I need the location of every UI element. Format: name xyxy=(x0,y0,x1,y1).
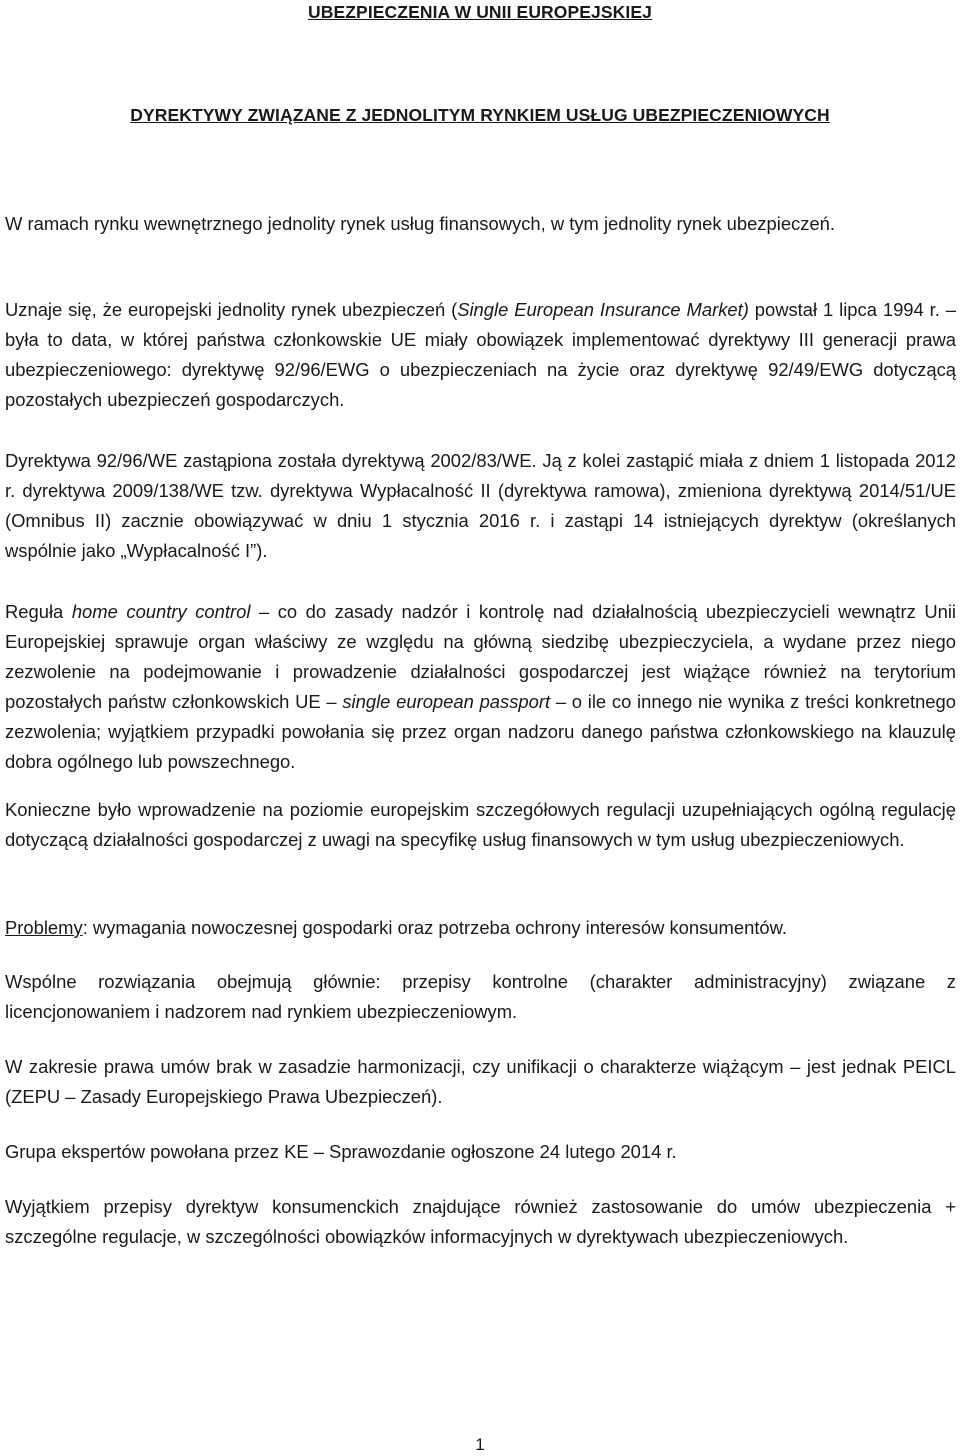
italic-term: Single European Insurance Market) xyxy=(457,299,749,320)
text-span: Reguła xyxy=(5,601,72,622)
paragraph-common-solutions: Wspólne rozwiązania obejmują głównie: przepisy kontrolne (charakter administracyjny) związane z licencjonowaniem i nadzorem nad rynkiem ubezpieczeniowym. xyxy=(5,971,956,1022)
paragraph-problems xyxy=(5,913,956,943)
paragraph-single-market xyxy=(5,295,956,415)
paragraph-home-country-control xyxy=(5,597,956,777)
paragraph-contract-law: W zakresie prawa umów brak w zasadzie harmonizacji, czy unifikacji o charakterze wiążącym – jest jednak PEICL (ZEPU – Zasady Europejskiego Prawa Ubezpieczeń). xyxy=(5,1056,956,1107)
paragraph-directives: Dyrektywa 92/96/WE zastąpiona została dyrektywą 2002/83/WE. Ją z kolei zastąpić miała z dniem 1 listopada 2012 r. dyrektywa 2009/138/WE tzw. dyrektywa Wypłacalność II (dyrektywa ramowa), zmieniona dyrektywą 2014/51/UE (Omnibus II) zacznie obowiązywać w dniu 1 stycznia 2016 r. i zastąpi 14 istniejących dyrektyw (określanych wspólnie jako „Wypłacalność I”). xyxy=(5,450,956,561)
section-heading: DYREKTYWY ZWIĄZANE Z JEDNOLITYM RYNKIEM USŁUG UBEZPIECZENIOWYCH xyxy=(130,105,830,125)
paragraph-regulations: Konieczne było wprowadzenie na poziomie europejskim szczegółowych regulacji uzupełniających ogólną regulację dotyczącą działalności gospodarczej z uwagi na specyfikę usług finansowych w tym usług ubezpieczeniowych. xyxy=(5,799,956,850)
page-number: 1 xyxy=(475,1435,485,1454)
document-title: UBEZPIECZENIA W UNII EUROPEJSKIEJ xyxy=(308,2,652,22)
text-span: : wymagania nowoczesnej gospodarki oraz potrzeba ochrony interesów konsumentów. xyxy=(82,917,788,938)
italic-term: home country control xyxy=(71,601,251,622)
paragraph-expert-group: Grupa ekspertów powołana przez KE – Sprawozdanie ogłoszone 24 lutego 2014 r. xyxy=(5,1141,677,1162)
text-span: Uznaje się, że europejski jednolity rynek ubezpieczeń ( xyxy=(5,299,458,320)
problems-label: Problemy xyxy=(5,917,83,938)
text-span: – o ile co innego nie wynika z treści konkretnego zezwolenia; wyjątkiem przypadki powołania się przez organ nadzoru danego państwa członkowskiego na klauzulę dobra ogólnego lub powszechnego. xyxy=(5,691,956,772)
italic-term: single european passport xyxy=(342,691,551,712)
text-span: powstał 1 lipca 1994 r. – była to data, w której państwa członkowskie UE miały obowiązek implementować dyrektywy III generacji prawa ubezpieczeniowego: dyrektywę 92/96/EWG o ubezpieczeniach na życie oraz dyrektywę 92/49/EWG dotyczącą pozostałych ubezpieczeń gospodarczych. xyxy=(5,299,956,410)
text-span: – co do zasady nadzór i kontrolę nad działalnością ubezpieczycieli wewnątrz Unii Europejskiej sprawuje organ właściwy ze względu na główną siedzibę ubezpieczyciela, a wydane przez niego zezwolenie na podejmowanie i prowadzenie działalności gospodarczej jest wiążące również na terytorium pozostałych państw członkowskich UE – xyxy=(5,601,957,712)
paragraph-internal-market: W ramach rynku wewnętrznego jednolity rynek usług finansowych, w tym jednolity rynek ubezpieczeń. xyxy=(5,213,836,234)
paragraph-consumer-directives: Wyjątkiem przepisy dyrektyw konsumenckich znajdujące również zastosowanie do umów ubezpieczenia + szczególne regulacje, w szczególności obowiązków informacyjnych w dyrektywach ubezpieczeniowych. xyxy=(5,1196,956,1247)
